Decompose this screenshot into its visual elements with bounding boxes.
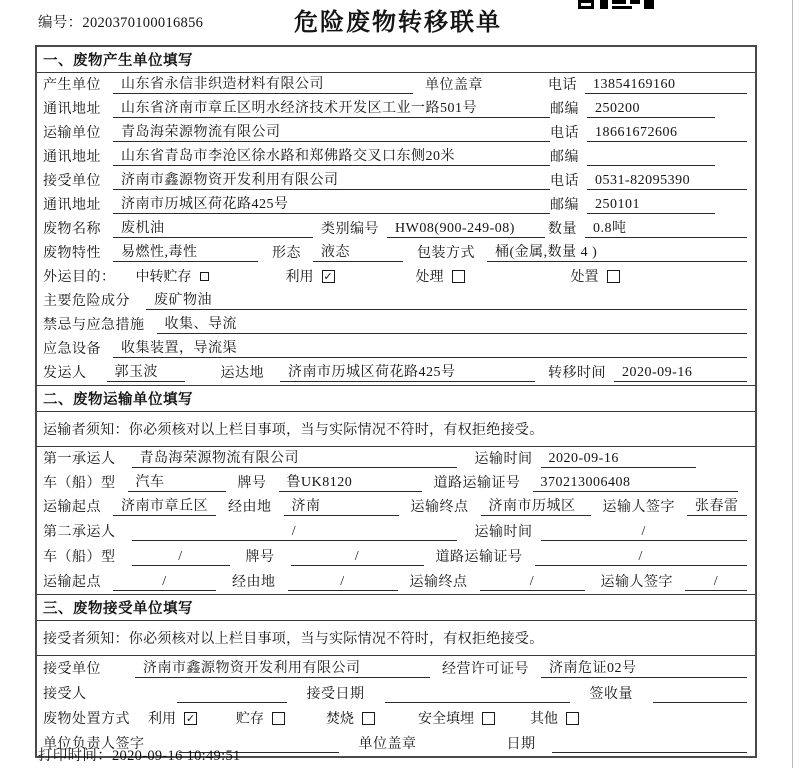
transporter-notice: 运输者须知：你必须核对以上栏目事项，当与实际情况不符时，有权拒绝接受。 <box>37 412 755 447</box>
row-accept-person <box>37 681 755 706</box>
row-carrier1-vehicle <box>37 471 755 495</box>
waste-code-value: HW08(900-249-08) <box>387 220 545 238</box>
carrier1-vehicle-value: 汽车 <box>128 474 226 492</box>
transfer-time-value: 2020-09-16 <box>614 364 747 382</box>
purpose-utilize-label: 利用 <box>285 270 314 285</box>
print-time <box>38 744 241 765</box>
purpose-dispose-label: 处置 <box>570 270 599 285</box>
section-producer-header: 一、废物产生单位填写 <box>37 47 755 73</box>
producer-address-label: 通讯地址 <box>43 102 101 117</box>
section-producer <box>37 47 755 385</box>
accept-unit-label: 接受单位 <box>43 662 101 677</box>
waste-traits-value: 易燃性,毒性 <box>113 244 258 262</box>
transfer-form-table <box>35 45 757 758</box>
accept-date-value <box>385 685 570 703</box>
disposal-option-incinerate <box>326 708 418 728</box>
accept-person-label: 接受人 <box>43 687 87 702</box>
carrier2-plate-label: 牌号 <box>245 550 275 565</box>
waste-name-label: 废物名称 <box>43 222 101 237</box>
transport-unit-value: 青岛海荣源物流有限公司 <box>113 124 550 142</box>
carrier2-vehicle-value: / <box>132 548 230 566</box>
producer-zip-value: 250200 <box>587 100 715 118</box>
emergency-equipment-value: 收集装置，导流渠 <box>113 340 747 358</box>
row-transport-address <box>37 145 755 169</box>
waste-pack-value: 桶(金属,数量 4 ) <box>487 244 747 262</box>
producer-phone-value: 13854169160 <box>585 76 747 94</box>
carrier1-label: 第一承运人 <box>43 452 116 467</box>
carrier2-end-label: 运输终点 <box>409 575 468 590</box>
responsible-signature-label: 单位负责人签字 <box>43 737 145 752</box>
row-producer-address <box>37 97 755 121</box>
carrier2-via-value: / <box>288 573 398 591</box>
purpose-option-transfer-storage <box>136 266 286 286</box>
waste-qty-value: 0.8吨 <box>585 220 747 238</box>
carrier1-license-value: 370213006408 <box>533 474 738 492</box>
producer-address-value: 山东省济南市章丘区明水经济技术开发区工业一路501号 <box>113 100 550 118</box>
carrier2-origin-value: / <box>113 573 216 591</box>
checkbox-dispose <box>607 270 620 283</box>
purpose-treat-label: 处理 <box>415 270 444 285</box>
carrier1-via-label: 经由地 <box>228 500 272 515</box>
carrier2-end-value: / <box>480 573 585 591</box>
accept-date-label: 接受日期 <box>306 687 365 702</box>
carrier2-via-label: 经由地 <box>232 575 276 590</box>
receiver-unit-label: 接受单位 <box>43 174 101 189</box>
transfer-purpose-label: 外运目的： <box>43 270 116 285</box>
unit-seal-label: 单位盖章 <box>425 78 483 93</box>
carrier2-value: / <box>132 523 457 541</box>
disposal-incinerate-label: 焚烧 <box>326 712 354 727</box>
checkbox-treat <box>452 270 465 283</box>
carrier1-end-label: 运输终点 <box>410 500 469 515</box>
carrier1-time-value: 2020-09-16 <box>541 450 696 468</box>
row-receiver-unit <box>37 169 755 193</box>
carrier1-origin-value: 济南市章丘区 <box>113 498 216 516</box>
disposal-store-label: 贮存 <box>236 712 264 727</box>
checkbox-disposal-landfill <box>482 712 495 725</box>
carrier1-value: 青岛海荣源物流有限公司 <box>132 450 457 468</box>
sign-qty-label: 签收量 <box>589 687 633 702</box>
carrier2-sign-label: 运输人签字 <box>600 575 673 590</box>
carrier2-time-value: / <box>541 523 748 541</box>
purpose-option-dispose <box>571 266 620 286</box>
transport-zip-value <box>587 148 715 166</box>
row-carrier2-route <box>37 569 755 594</box>
accept-person-value <box>177 685 287 703</box>
receiver-date-label: 日期 <box>506 737 536 752</box>
carrier2-time-label: 运输时间 <box>474 525 533 540</box>
row-disposal-method <box>37 706 755 731</box>
receiver-unit-value: 济南市鑫源物资开发利用有限公司 <box>113 172 550 190</box>
transport-unit-label: 运输单位 <box>43 126 101 141</box>
carrier1-via-value: 济南 <box>284 498 399 516</box>
transport-address-label: 通讯地址 <box>43 150 101 165</box>
destination-value: 济南市历城区荷花路425号 <box>280 364 535 382</box>
row-receiver-address <box>37 193 755 217</box>
section-transporter-header: 二、废物运输单位填写 <box>37 386 755 412</box>
disposal-option-store <box>236 708 326 728</box>
form-number-value: 2020370100016856 <box>82 15 204 31</box>
waste-pack-label: 包装方式 <box>417 246 475 261</box>
disposal-option-other <box>530 708 579 728</box>
receiver-seal-label: 单位盖章 <box>358 737 417 752</box>
receiver-address-label: 通讯地址 <box>43 198 101 213</box>
receiver-zip-value: 250101 <box>587 196 715 214</box>
producer-unit-value: 山东省永信非织造材料有限公司 <box>113 76 413 94</box>
waste-form-label: 形态 <box>272 246 301 261</box>
transfer-time-label: 转移时间 <box>548 366 606 381</box>
dispatcher-value: 郭玉波 <box>107 364 185 382</box>
transport-zip-label: 邮编 <box>550 150 579 165</box>
permit-label: 经营许可证号 <box>442 662 529 677</box>
carrier1-plate-label: 牌号 <box>237 476 267 491</box>
waste-name-value: 废机油 <box>113 220 313 238</box>
row-waste-name <box>37 217 755 241</box>
carrier1-sign-value: 张春雷 <box>687 498 747 516</box>
permit-value: 济南危证02号 <box>541 660 747 678</box>
producer-zip-label: 邮编 <box>550 102 579 117</box>
receiver-address-value: 济南市历城区荷花路425号 <box>113 196 550 214</box>
checkbox-transfer-storage <box>200 272 209 281</box>
row-waste-traits <box>37 241 755 265</box>
form-header <box>0 0 796 45</box>
checkbox-disposal-store <box>272 712 285 725</box>
disposal-option-landfill <box>418 708 530 728</box>
purpose-transfer-storage-label: 中转贮存 <box>135 270 192 285</box>
purpose-option-treat <box>416 266 571 286</box>
section-receiver <box>37 594 755 756</box>
page-edge-divider <box>792 0 793 768</box>
carrier2-license-value: / <box>535 548 748 566</box>
carrier1-plate-value: 鲁UK8120 <box>279 474 422 492</box>
transport-phone-value: 18661672606 <box>587 124 747 142</box>
accept-unit-value: 济南市鑫源物资开发利用有限公司 <box>135 660 430 678</box>
section-receiver-header: 三、废物接受单位填写 <box>37 595 755 621</box>
carrier2-origin-label: 运输起点 <box>43 575 101 590</box>
waste-code-label: 类别编号 <box>321 222 379 237</box>
waste-traits-label: 废物特性 <box>43 246 101 261</box>
carrier1-sign-label: 运输人签字 <box>602 500 675 515</box>
qr-code-fragment <box>578 0 654 9</box>
section-transporter <box>37 385 755 594</box>
checkbox-disposal-utilize: ✓ <box>185 711 196 725</box>
row-hazard-components <box>37 289 755 313</box>
waste-form-value: 液态 <box>313 244 403 262</box>
hazard-components-value: 废矿物油 <box>146 292 747 310</box>
taboo-measures-label: 禁忌与应急措施 <box>43 318 145 333</box>
carrier1-vehicle-label: 车（船）型 <box>43 476 116 491</box>
receiver-zip-label: 邮编 <box>550 198 579 213</box>
form-title: 危险废物转移联单 <box>294 9 502 36</box>
receiver-phone-value: 0531-82095390 <box>587 172 747 190</box>
receiver-notice: 接受者须知：你必须核对以上栏目事项，当与实际情况不符时，有权拒绝接受。 <box>37 621 755 656</box>
row-producer-unit <box>37 73 755 97</box>
transport-address-value: 山东省青岛市李沧区徐水路和郑佛路交叉口东侧20米 <box>113 148 550 166</box>
print-time-label: 打印时间： <box>38 748 112 764</box>
checkbox-utilize: ✓ <box>323 269 333 283</box>
row-dispatcher <box>37 361 755 385</box>
purpose-option-utilize <box>286 266 416 286</box>
row-transfer-purpose <box>37 265 755 289</box>
destination-label: 运达地 <box>220 366 264 381</box>
carrier1-origin-label: 运输起点 <box>43 500 101 515</box>
row-taboo-measures <box>37 313 755 337</box>
sign-qty-value <box>653 685 747 703</box>
carrier1-license-label: 道路运输证号 <box>433 476 521 491</box>
hazard-components-label: 主要危险成分 <box>43 294 130 309</box>
producer-unit-label: 产生单位 <box>43 78 101 93</box>
disposal-method-label: 废物处置方式 <box>43 712 130 727</box>
carrier2-vehicle-label: 车（船）型 <box>43 550 116 565</box>
dispatcher-label: 发运人 <box>43 366 87 381</box>
row-carrier2-vehicle <box>37 544 755 569</box>
row-transport-unit <box>37 121 755 145</box>
row-carrier1 <box>37 447 755 471</box>
carrier1-time-label: 运输时间 <box>474 452 533 467</box>
row-carrier2 <box>37 519 755 544</box>
carrier2-license-label: 道路运输证号 <box>435 550 523 565</box>
carrier2-sign-value: / <box>685 573 747 591</box>
row-emergency-equipment <box>37 337 755 361</box>
checkbox-disposal-other <box>566 712 579 725</box>
form-number-label: 编号： <box>38 15 83 31</box>
carrier2-label: 第二承运人 <box>43 525 116 540</box>
taboo-measures-value: 收集、导流 <box>157 316 748 334</box>
emergency-equipment-label: 应急设备 <box>43 342 101 357</box>
disposal-utilize-label: 利用 <box>148 712 176 727</box>
row-accept-unit <box>37 656 755 681</box>
carrier1-end-value: 济南市历城区 <box>481 498 591 516</box>
receiver-phone-label: 电话 <box>550 174 579 189</box>
print-time-value: 2020-09-16 10:49:51 <box>112 748 241 764</box>
transport-phone-label: 电话 <box>550 126 579 141</box>
receiver-date-value <box>552 735 748 753</box>
carrier2-plate-value: / <box>291 548 424 566</box>
disposal-other-label: 其他 <box>530 712 558 727</box>
producer-phone-label: 电话 <box>548 78 577 93</box>
disposal-option-utilize <box>148 708 236 728</box>
waste-qty-label: 数量 <box>548 222 577 237</box>
disposal-landfill-label: 安全填埋 <box>418 712 474 727</box>
checkbox-disposal-incinerate <box>362 712 375 725</box>
row-carrier1-route <box>37 495 755 519</box>
